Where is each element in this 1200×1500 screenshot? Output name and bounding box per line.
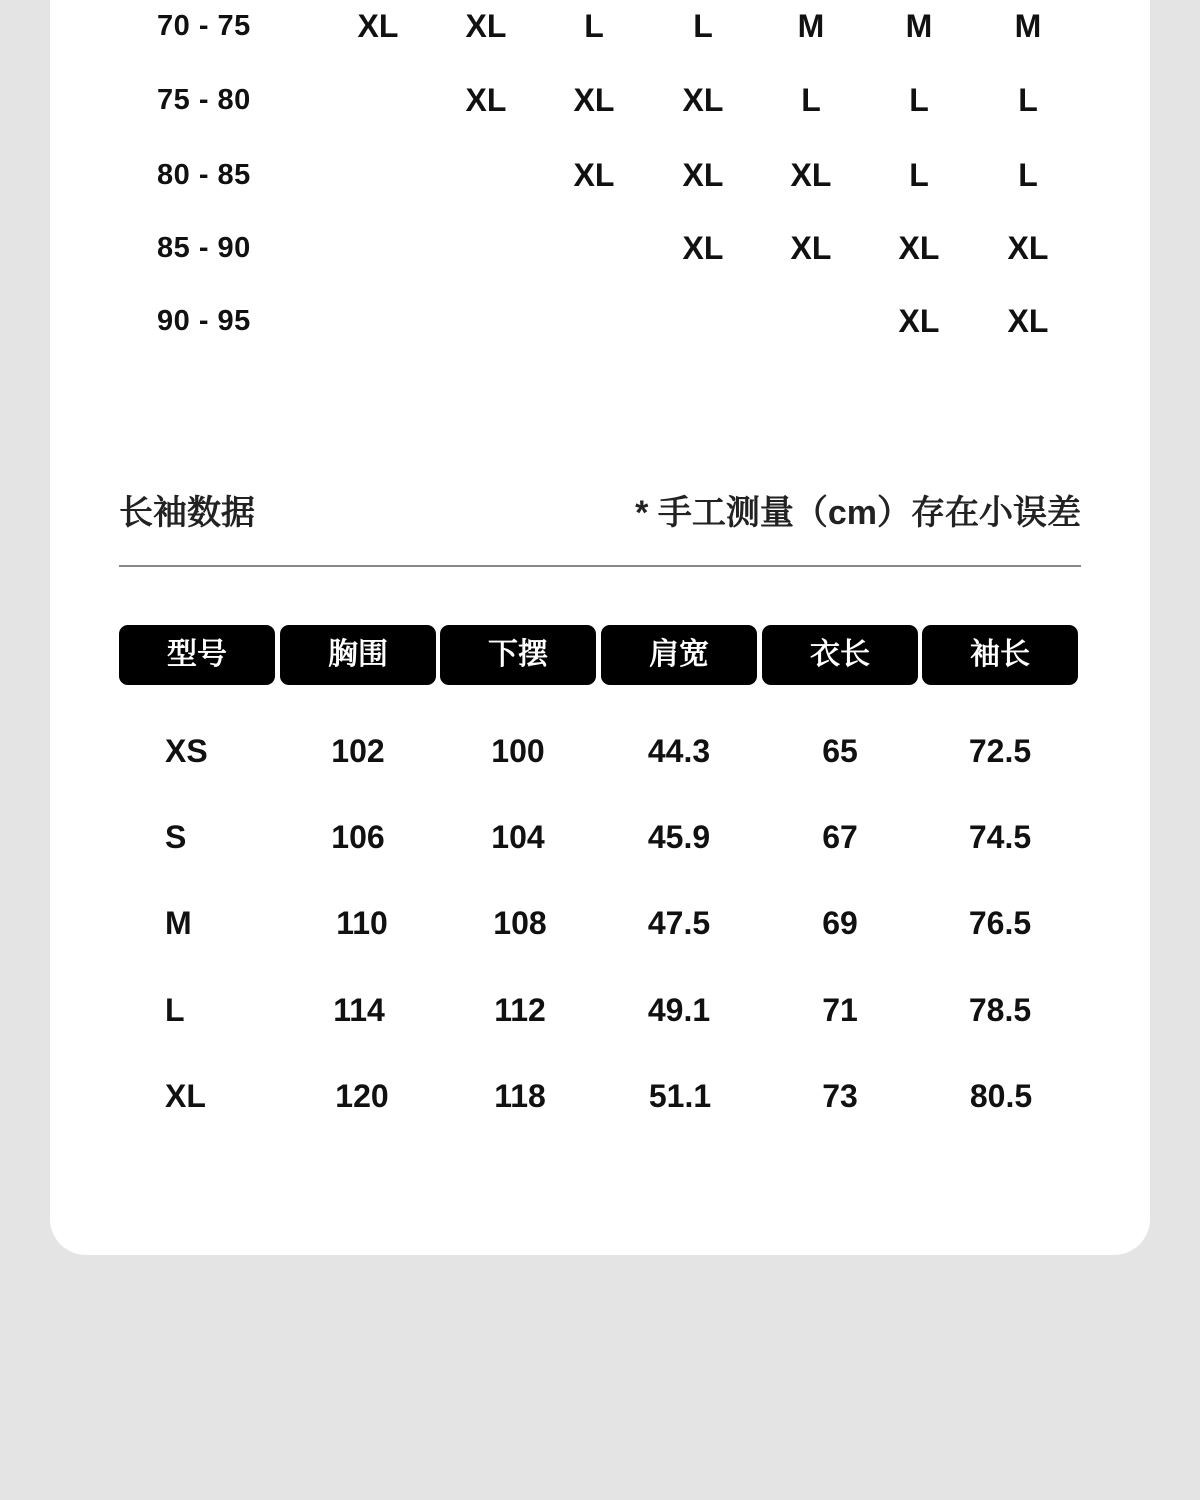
- recommended-size: XL: [682, 157, 724, 193]
- chest-cell: 106: [331, 819, 385, 855]
- recommended-size: [328, 301, 428, 341]
- recommendation-row: [0, 80, 1200, 120]
- size-cell: XL: [165, 1078, 206, 1114]
- hem-cell: 108: [493, 905, 547, 941]
- length-cell: 69: [822, 905, 858, 941]
- measurement-note: * 手工测量（cm）存在小误差: [635, 494, 1081, 532]
- table-row: [0, 898, 1200, 948]
- shoulder-cell: 44.3: [647, 733, 711, 769]
- header-shoulder: 肩宽: [601, 625, 757, 685]
- recommended-size: L: [909, 82, 929, 118]
- section-divider: [119, 565, 1081, 567]
- size-cell: L: [165, 992, 185, 1028]
- recommended-size: XL: [682, 230, 724, 266]
- recommendation-row: [0, 228, 1200, 268]
- recommended-size: [328, 80, 428, 120]
- recommended-size: XL: [898, 230, 940, 266]
- table-row: [0, 726, 1200, 776]
- recommended-size: L: [1018, 157, 1038, 193]
- size-cell: S: [165, 819, 187, 855]
- sleeve-cell: 76.5: [968, 905, 1032, 941]
- recommended-size: XL: [682, 82, 724, 118]
- recommended-size: [653, 301, 753, 341]
- recommended-size: [328, 228, 428, 268]
- length-cell: 71: [822, 992, 858, 1028]
- sleeve-cell: 78.5: [968, 992, 1032, 1028]
- shoulder-cell: 49.1: [647, 992, 711, 1028]
- weight-range-label: 70 - 75: [157, 10, 251, 42]
- recommended-size: XL: [357, 8, 399, 44]
- recommended-size: XL: [573, 82, 615, 118]
- length-cell: 73: [822, 1078, 858, 1114]
- recommended-size: XL: [790, 157, 832, 193]
- chest-cell: 120: [335, 1078, 389, 1114]
- recommended-size: XL: [898, 303, 940, 339]
- sleeve-cell: 80.5: [969, 1078, 1033, 1114]
- shoulder-cell: 47.5: [647, 905, 711, 941]
- recommended-size: XL: [465, 82, 507, 118]
- chest-cell: 110: [336, 905, 388, 941]
- recommended-size: XL: [1007, 303, 1049, 339]
- recommended-size: L: [584, 8, 604, 44]
- recommended-size: [436, 301, 536, 341]
- size-cell: M: [165, 905, 192, 941]
- recommended-size: M: [905, 8, 933, 44]
- weight-range-label: 90 - 95: [157, 305, 251, 337]
- recommendation-row: [0, 6, 1200, 46]
- recommended-size: XL: [573, 157, 615, 193]
- header-hem: 下摆: [440, 625, 596, 685]
- recommended-size: [544, 228, 644, 268]
- sleeve-cell: 72.5: [968, 733, 1032, 769]
- section-title: 长袖数据: [119, 494, 255, 532]
- recommended-size: XL: [1007, 230, 1049, 266]
- recommendation-row: [0, 155, 1200, 195]
- weight-range-label: 75 - 80: [157, 84, 251, 116]
- shoulder-cell: 51.1: [648, 1078, 712, 1114]
- weight-range-label: 80 - 85: [157, 159, 251, 191]
- weight-range-label: 85 - 90: [157, 232, 251, 264]
- header-length: 衣长: [762, 625, 918, 685]
- sleeve-cell: 74.5: [968, 819, 1032, 855]
- hem-cell: 112: [494, 992, 546, 1028]
- length-cell: 65: [822, 733, 858, 769]
- recommended-size: M: [1014, 8, 1042, 44]
- chest-cell: 102: [331, 733, 385, 769]
- recommended-size: XL: [790, 230, 832, 266]
- chest-cell: 114: [333, 992, 385, 1028]
- recommended-size: [328, 155, 428, 195]
- recommended-size: [436, 155, 536, 195]
- recommended-size: [544, 301, 644, 341]
- recommended-size: L: [1018, 82, 1038, 118]
- table-row: [0, 1071, 1200, 1121]
- recommendation-row: [0, 301, 1200, 341]
- recommended-size: [436, 228, 536, 268]
- hem-cell: 104: [491, 819, 545, 855]
- header-sleeve: 袖长: [922, 625, 1078, 685]
- shoulder-cell: 45.9: [647, 819, 711, 855]
- header-model: 型号: [119, 625, 275, 685]
- table-row: [0, 985, 1200, 1035]
- hem-cell: 118: [494, 1078, 546, 1114]
- recommended-size: XL: [465, 8, 507, 44]
- table-row: [0, 812, 1200, 862]
- recommended-size: M: [797, 8, 825, 44]
- size-cell: XS: [165, 733, 208, 769]
- hem-cell: 100: [491, 733, 545, 769]
- recommended-size: L: [801, 82, 821, 118]
- recommended-size: L: [693, 8, 713, 44]
- length-cell: 67: [822, 819, 858, 855]
- header-chest: 胸围: [280, 625, 436, 685]
- recommended-size: L: [909, 157, 929, 193]
- recommended-size: [761, 301, 861, 341]
